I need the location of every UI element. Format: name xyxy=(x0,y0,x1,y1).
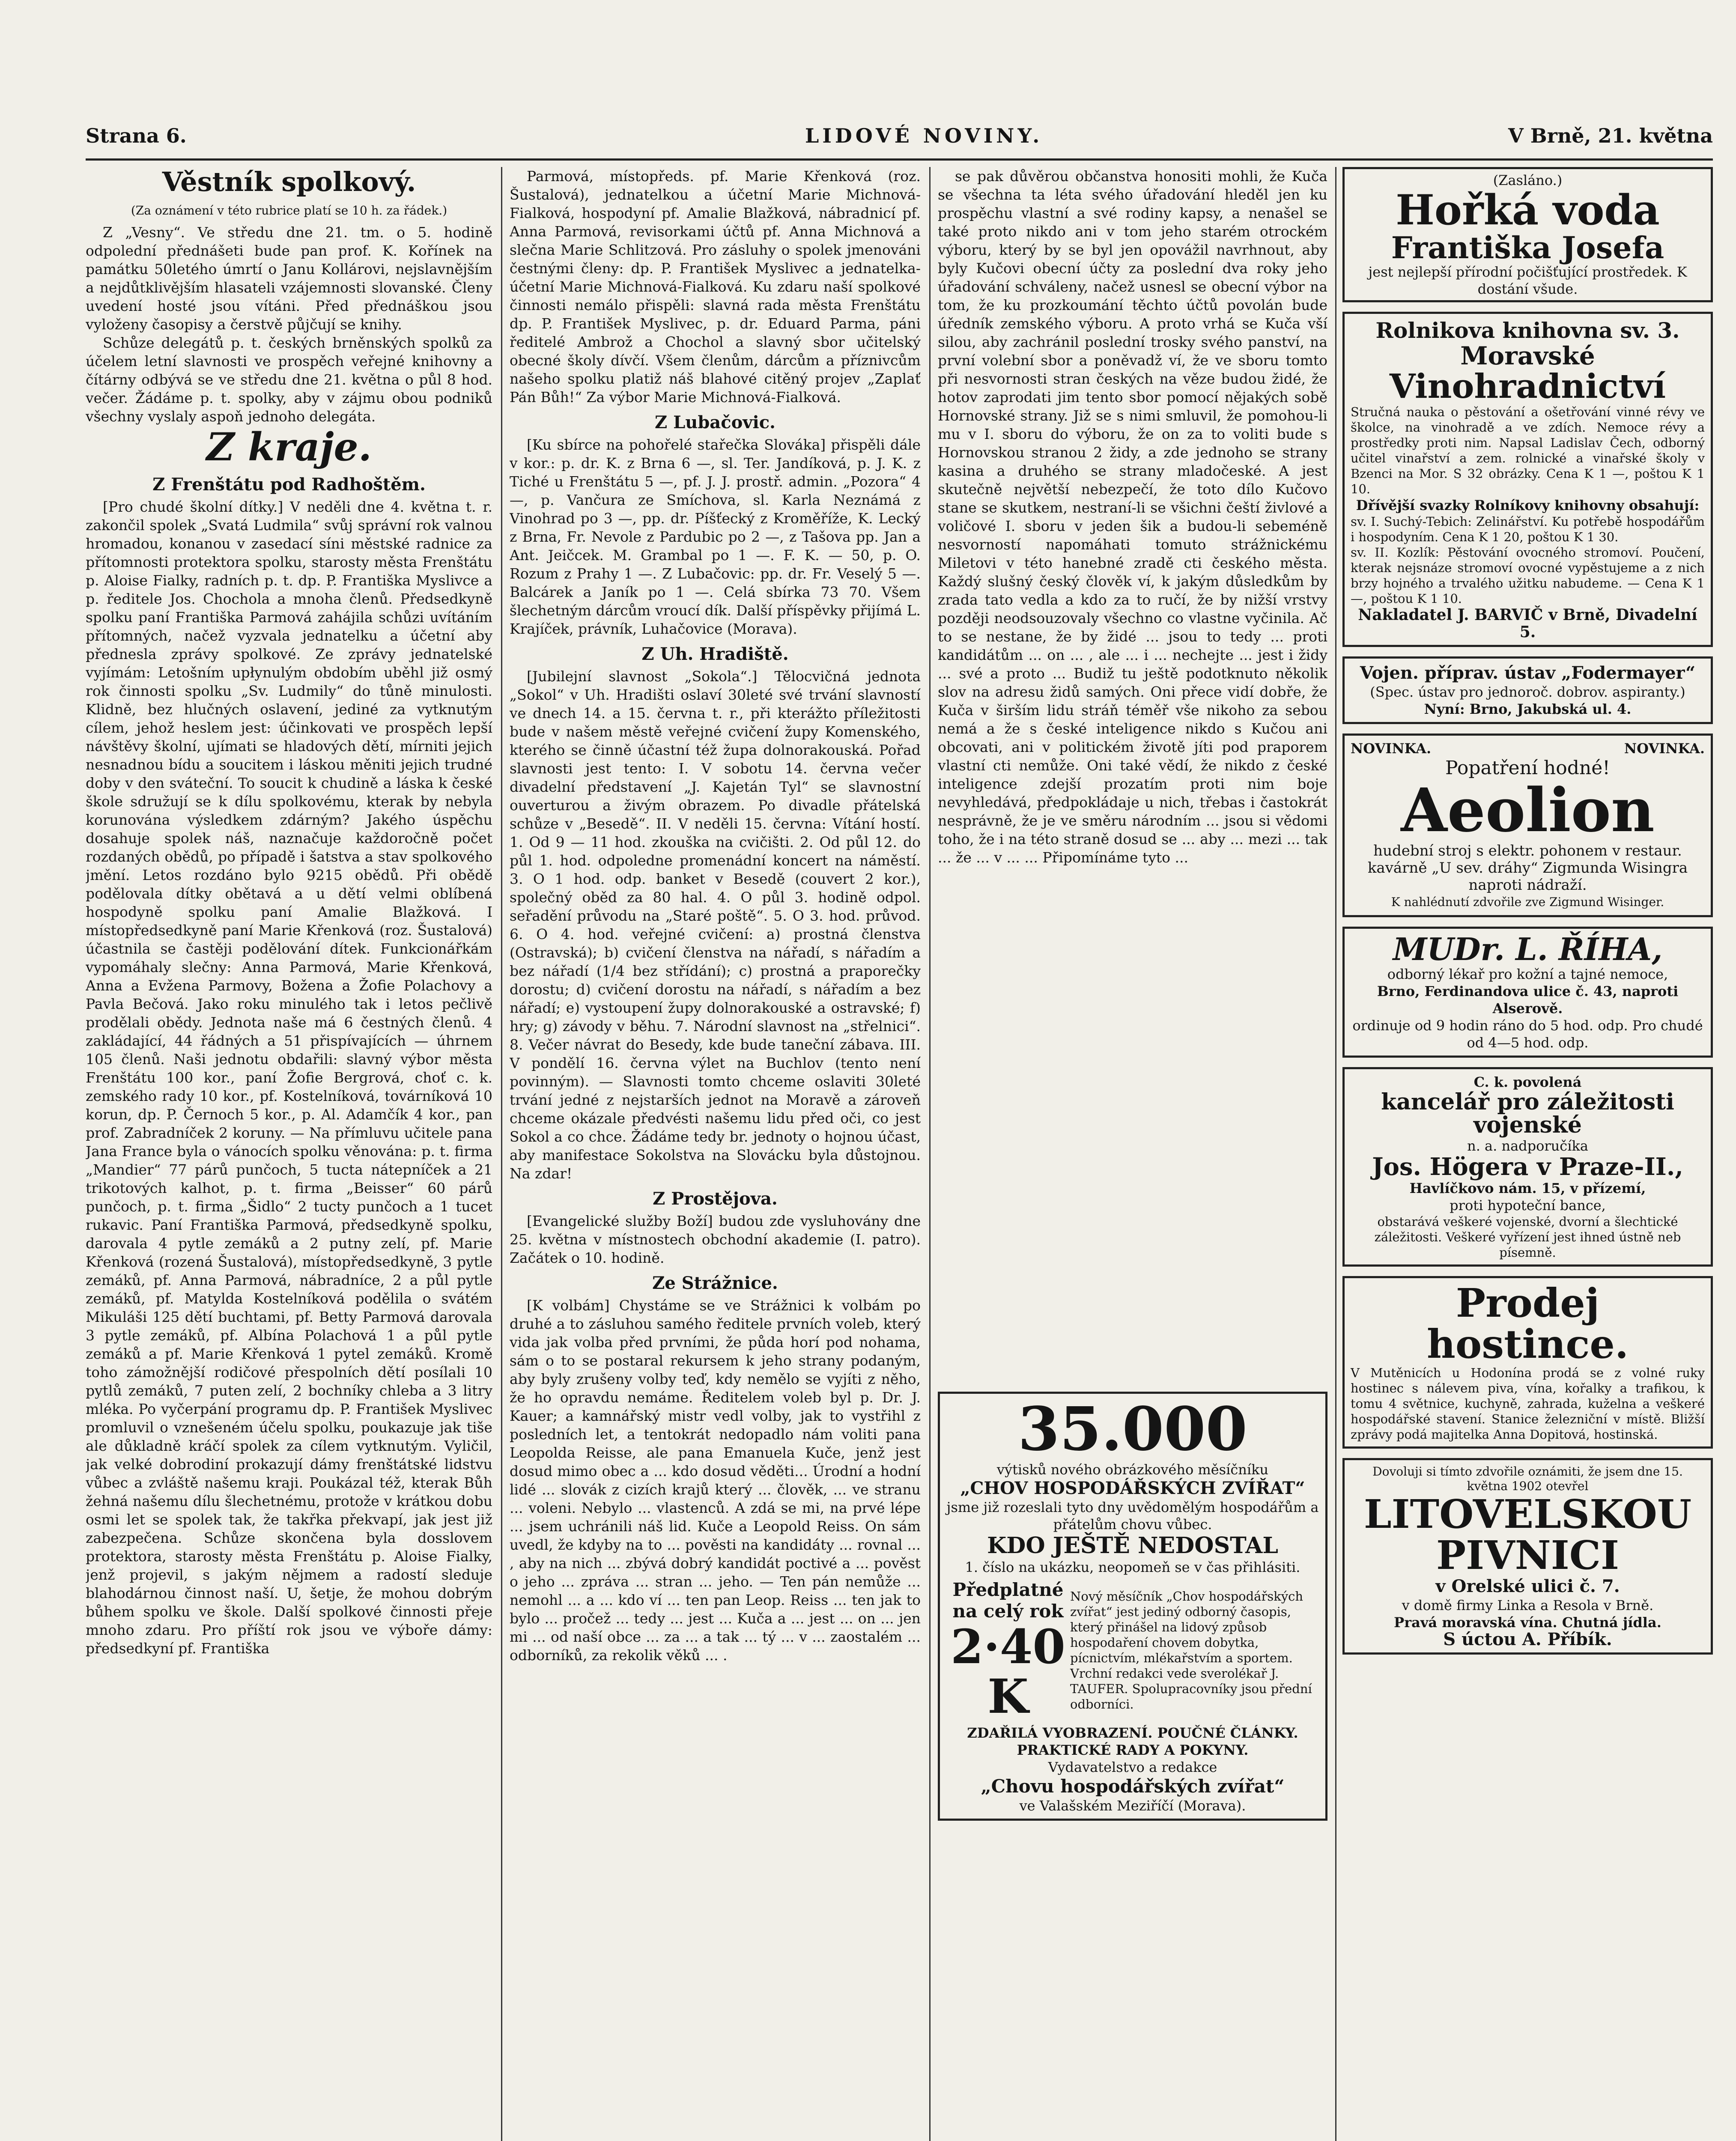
ad-text: ve Valašském Meziříčí (Morava). xyxy=(1019,1798,1246,1814)
ad-heading: PIVNICI xyxy=(1436,1532,1619,1579)
column-divider xyxy=(929,167,931,2141)
ad-text: Vydavatelstvo a redakce xyxy=(1048,1759,1217,1775)
ad-text: v domě firmy Linka a Resola v Brně. xyxy=(1402,1597,1654,1614)
ad-aeolion xyxy=(1342,734,1713,917)
newspaper-page xyxy=(86,124,1713,2141)
ad-text: jest nejlepší přírodní počišťující prostředek. K dostání všude. xyxy=(1368,264,1687,298)
ad-text: Dřívější svazky Rolníkovy knihovny obsahují: xyxy=(1356,497,1700,514)
ad-price: 2·40 K xyxy=(951,1619,1065,1724)
article-paragraph: [Evangelické služby Boží] budou zde vysluhovány dne 25. května v místnostech obchodní akademie (I. patro). Začátek o 10. hodině. xyxy=(510,1213,921,1266)
article-paragraph: Schůze delegátů p. t. českých brněnských spolků za účelem letní slavnosti ve prospěch veřejné knihovny a čítárny odbývá se ve středu dne 21. května o půl 8 hod. večer. Žádáme p. t. spolky, aby v zájmu obou podniků všechny vyslaly aspoň jednoho delegáta. xyxy=(86,334,492,425)
ad-heading: Popatření hodné! xyxy=(1445,757,1610,779)
ad-bitter-water xyxy=(1342,167,1713,302)
ad-heading: „CHOV HOSPODÁŘSKÝCH ZVÍŘAT“ xyxy=(960,1478,1305,1498)
ad-text: (Zasláno.) xyxy=(1493,172,1563,188)
ad-text: ZDAŘILÁ VYOBRAZENÍ. POUČNÉ ČLÁNKY. PRAKTICKÉ RADY A POKYNY. xyxy=(967,1725,1298,1758)
page-header xyxy=(86,124,1713,154)
ad-heading: Rolnikova knihovna sv. 3. xyxy=(1375,318,1680,343)
ad-heading: KDO JEŠTĚ NEDOSTAL xyxy=(987,1533,1278,1559)
article-paragraph: [Jubilejní slavnost „Sokola“.] Tělocvičná jednota „Sokol“ v Uh. Hradišti oslaví 30leté své trvání slavností ve dnech 14. a 15. června t. r., při kterážto příležitosti bude v našem městě veřejné cvičení župy Komenského, kterého se činně účastní též župa dolnorakouská. Pořad slavnosti jest tento: I. V sobotu 14. června večer divadelní představení „J. Kajetán Tyl“ se slavnostní ouverturou a živým obrazem. Po divadle přátelská schůze v „Besedě“. II. V neděli 15. června: Vítání hostí. 1. Od 9 — 11 hod. zkouška na cvičišti. 2. Od půl 12. do půl 1. hod. odpoledne promenádní koncert na náměstí. 3. O 1 hod. odp. banket v Besedě (couvert 2 kor.), společný oběd za 80 hal. 4. O půl 3. hodině odpol. seřadění průvodu na „Staré poště“. 5. O 3. hod. průvod. 6. O 4. hod. veřejné cvičení: a) prostná členstva (Ostravská); b) cvičení členstva na nářadí, s nářadím a bez nářadí (1/4 bez střídání); c) prostná a praporečky dorostu; d) cvičení dorostu na nářadí, s nářadím a bez nářadí; e) vystoupení župy dolnorakouské a ostravské; f) hry; g) závody v běhu. 7. Národní slavnost na „střelnici“. 8. Večer návrat do Besedy, kde bude taneční zábava. III. V pondělí 16. června výlet na Buchlov (tento není povinným). — Slavnosti tomto chceme oslaviti 30leté trvání jedné z nejstarších jednot na Moravě a zároveň chceme okázale předvésti našemu lidu před oči, co jest Sokol a co chce. Žádáme tedy br. jednoty o hojnou účast, aby manifestace Sokolstva na Slovácku byla důstojnou. Na zdar! xyxy=(510,668,921,1182)
ad-text: NOVINKA. xyxy=(1624,740,1705,757)
ad-text: odborný lékař pro kožní a tajné nemoce, xyxy=(1387,966,1668,982)
ad-number: 35.000 xyxy=(1018,1394,1247,1464)
ad-text: Stručná nauka o pěstování a ošetřování vinné révy ve školce, na vinohradě a ve zdích. Nemoce révy a prostředky proti nim. Napsal Ladislav Čech, odborný učitel vinařství a zem. rolnické a vinařské školy v Bzenci na Mor. S 32 obrázky. Cena K 1 —, poštou K 1 10. xyxy=(1351,405,1705,497)
ad-magazine xyxy=(938,1392,1327,1821)
ad-text: jsme již rozeslali tyto dny uvědomělým hospodářům a přátelům chovu vůbec. xyxy=(946,1499,1319,1533)
ad-address: Nyní: Brno, Jakubská ul. 4. xyxy=(1424,701,1632,718)
column-divider xyxy=(1335,167,1336,2141)
ad-text: V Mutěnicích u Hodonína prodá se z volné ruky hostinec s nálevem piva, vína, kořalky a trafikou, k tomu 4 světnice, kuchyně, zahrada, kuželna a veškeré hospodářské stavení. Stanice železniční v místě. Bližší zprávy podá majitelka Anna Dopitová, hostinská. xyxy=(1351,1365,1705,1442)
article-heading: Ze Strážnice. xyxy=(652,1273,778,1293)
ad-text: obstarává veškeré vojenské, dvorní a šlechtické záležitosti. Veškeré vyřízení jest ihned ústně neb písemně. xyxy=(1374,1214,1681,1260)
ad-publisher: Nakladatel J. BARVIČ v Brně, Divadelní 5. xyxy=(1358,606,1697,641)
header-rule xyxy=(86,158,1713,161)
ad-heading: Aeolion xyxy=(1401,775,1655,846)
ad-heading: Hořká voda xyxy=(1396,186,1660,234)
ad-price-label: Předplatné na celý rok xyxy=(952,1579,1064,1622)
article-heading: Z Frenštátu pod Radhoštěm. xyxy=(152,474,426,495)
ad-heading: Vojen. příprav. ústav „Fodermayer“ xyxy=(1360,663,1696,683)
article-paragraph: se pak důvěrou občanstva honositi mohli, že Kuča se všechna ta léta svého úřadování hleděl jen ku prospěchu vlastní a své rodiny kapsy, a nenašel se také proto nikdo ani v tom jeho starém otrockém výboru, který by se byl jen opovážil navrhnout, aby byly Kučovi obecní účty za poslední dva roky jeho úřadování schváleny, načež usnesl se obecní výbor na tom, že ku prozkoumání těchto účtů povolán bude úředník zemského výboru. A proto vrhá se Kuča vší silou, aby zachránil poslední trosky svého panství, na první volební sbor a poněvadž ví, že ve sboru tomto při nesvornosti stran českých na věze budou židé, že hotov zaprodati jim tento sbor pomocí nějakých sobě Hornovské strany. Již se s nimi smluvil, že pomohou-li mu v I. sboru do výboru, že on za to voliti bude s Hornovskou stranou 2 židy, a zde jednoho se strany kasina a druhého se strany mladočeské. A jest skutečně největší nebezpečí, že toto dílo Kučovo stane se skutkem, nestraní-li se všichni čeští živlové a voličové I. sboru v jeden šik a budou-li sebeméně nesvorností napomáhati tomuto strážnickému Miletovi v této hanebné zradě cti českého města. Každý slušný český člověk ví, k jakým důsledkům by zrada tato vedla a kdo za to ručí, že by nižší vrstvy později neodsouzovaly všechno co vlastne vyčinila. Ač to se nestane, že by židé ... jsou to tedy ... proti kandidátům ... on ... , ale ... i ... nechejte ... jest i židy ... své a proto ... Budiž tu ještě podotknuto několik slov na adresu židů samých. Oni přece vidí dobře, že Kuča v širším lidu stráň téměř vše nikoho za sebou nemá a že s české inteligence nikdo s Kučou ani obcovati, ani v politickém životě jíti pod praporem vlastní cti nemůže. Oni také vědí, že nikdo z české inteligence zdejší prozatím proti nim boje nevyhledává, předpokládaje u nich, třebas i častokrát nesprávně, že je ve směru národním ... jsou si vědomi toho, že i na této straně dosud se ... aby ... mezi ... tak ... že ... v ... ... Připomínáme tyto ... xyxy=(938,168,1327,866)
ad-text: Nový měsíčník „Chov hospodářských zvířat“ jest jediný odborný časopis, který přinášel na lidový způsob hospodaření chovem dobytka, pícnictvím, mlékařstvím a sportem. Vrchní redakci vede sverolékař J. TAUFER. Spolupracovníky jsou přední odborníci. xyxy=(1070,1589,1312,1712)
article-paragraph: [Ku sbírce na pohořelé stařečka Slováka] přispěli dále v kor.: p. dr. K. z Brna 6 —, sl. Ter. Jandíková, p. J. K. z Tiché u Frenštátu 5 —, pf. J. J. prostř. admin. „Pozora“ 4 —, p. Vančura ze Smíchova, sl. Karla Neznámá z Vinohrad po 3 —, pp. dr. Píšťecký z Kroměříže, K. Lecký z Brna, Fr. Nevole z Pardubic po 2 —, z Tašova pp. Jan a Ant. Jeičcek. M. Grambal po 1 —. F. K. — 50, p. O. Rozum z Prahy 1 —. Z Lubačovic: pp. dr. Fr. Veselý 5 —. Balcárek a Janík po 1 —. Celá sbírka 73 70. Všem šlechetným dárcům vroucí dík. Další příspěvky přijímá L. Krajíček, právník, Luhačovice (Morava). xyxy=(510,436,921,637)
section-note: (Za oznámení v této rubrice platí se 10 h. za řádek.) xyxy=(131,203,447,218)
ad-text: Pravá moravská vína. Chutná jídla. xyxy=(1394,1614,1661,1631)
ad-heading: kancelář pro záležitosti vojenské xyxy=(1381,1088,1674,1139)
section-title: Věstník spolkový. xyxy=(162,167,416,197)
ad-heading: Vinohradnictví xyxy=(1389,367,1666,406)
ad-heading: LITOVELSKOU xyxy=(1363,1491,1692,1537)
column-4-ads xyxy=(1342,167,1713,2141)
ad-military-office xyxy=(1342,1067,1713,1267)
section-title-kraje: Z kraje. xyxy=(206,424,372,470)
ad-text: výtisků nového obrázkového měsíčníku xyxy=(996,1461,1269,1478)
ad-heading: Moravské xyxy=(1460,341,1595,371)
article-paragraph: [K volbám] Chystáme se ve Strážnici k volbám po druhé a to zásluhou samého ředitele prvních voleb, který vida jak volba před prvními, že půda horí pod nohama, sám o to se postaral rekursem k jeho strany podaným, aby byly zrušeny volby teď, kdy nemělo se vyjíti z něho, že ho opravdu nemáme. Ředitelem voleb byl p. Dr. J. Kauer; a kamnářský mistr vedl volby, jak to vystřihl z posledních let, a tentokrát nedopadlo nám voliti pana Leopolda Reisse, ale pana Emanuela Kuče, jenž jest dosud mimo obec a ... kdo dosud věděti... Úrodní a hodní lidé ... slovák z cizích krajů který ... člověk, ... ve stranu ... voleni. Nebylo ... vlastenců. A zdá se mi, na prvé lépe ... jsem uchránili náš lid. Kuče a Leopold Reiss. On sám uvedl, že kdyby na to ... pověsti na kandidáty ... rovnal ... , aby na nich ... zbývá dobrý kandidát poctivé a ... pověst o jeho ... zpráva ... stran ... jeho. — Ten pán nemůže ... nemohl ... a ... kdo ví ... ten pan Leop. Reiss ... ten jak to bylo ... pročež ... tedy ... jest ... Kuča a ... jest ... on ... jen mi ... od naší obce ... za ... a tak ... tý ... v ... zaostalém ... odborníků, za rekolik věků ... . xyxy=(510,1297,921,1664)
ad-inn-sale xyxy=(1342,1276,1713,1449)
ad-text: NOVINKA. xyxy=(1351,740,1432,757)
ad-text: sv. I. Suchý-Tebich: Zelinářství. Ku potřebě hospodářům i hospodyním. Cena K 1 20, poštou K 1 30. xyxy=(1351,514,1705,545)
issue-date: V Brně, 21. května xyxy=(1508,124,1713,147)
ad-text: C. k. povolená xyxy=(1474,1073,1582,1090)
ad-heading: Prodej hostince. xyxy=(1427,1279,1629,1368)
column-divider xyxy=(501,167,502,2141)
ad-text: ordinuje od 9 hodin ráno do 5 hod. odp. Pro chudé od 4—5 hod. odp. xyxy=(1352,1017,1703,1051)
column-2 xyxy=(510,167,921,2141)
ad-heading: MUDr. L. ŘÍHA, xyxy=(1393,931,1663,968)
ad-text: Dovoluji si tímto zdvořile oznámiti, že jsem dne 15. května 1902 otevřel xyxy=(1372,1464,1683,1493)
article-paragraph: [Pro chudé školní dítky.] V neděli dne 4. května t. r. zakončil spolek „Svatá Ludmila“ svůj správní rok valnou hromadou, konanou v zasedací síni městské radnice za přítomnosti protektora spolku, starosty města Frenštátu p. Aloise Fialky, radních p. t. dp. P. Františka Myslivce a p. ředitele Jos. Chochola a mnoha členů. Předsedkyně spolku paní Františka Parmová zahájila schůzi uvítáním přítomných, načež vyzvala jednatelku a účetní aby přednesla zprávy spolkové. Ze zprávy jednatelské vyjímám: Letošním upłynulým obdobím uběhl již osmý rok činnosti spolku „Sv. Ludmily“ do tůně minulosti. Klidně, bez hlučných oslavení, jediné za vytknutým cílem, jehož heslem jest: účinkovati ve prospěch lepší návštěvy školní, ujímati se hladových dětí, mírniti jejich nesnadnou bídu a soucitem i láskou měniti jejich trudné doby v den sváteční. To soucit k chudině a láska k české škole sdružují se k dílu spolkovému, kterak by nebyla korunována výsledkem zdárným? Jakého úspěchu dosahuje spolek náš, naznačuje každoročně počet rozdaných obědů, po případě i šatstva a stav spolkového jmění. Letos rozdáno bylo 9215 obědů. Při obědě podělovala dítky obětavá a u dětí velmi oblíbená hospodyně spolku paní Amalie Blažková. I místopředsedkyně paní Marie Křenková (roz. Šustalová) účastnila se častěji podělování dítek. Funkcionářkám vypomáhaly slečny: Anna Parmová, Marie Křenková, Anna a Evžena Parmovy, Božena a Žofie Polachovy a Pavla Bečová. Jako roku minulého tak i letos pečlivě prodělali obědy. Jednota naše má 6 čestných členů. 4 zakládající, 44 řádných a 51 přispívajících — úhrnem 105 členů. Naši jednotu obdařili: slavný výbor města Frenštátu 100 kor., paní Žofie Bergrová, choť c. k. zemského rady 10 kor., pf. Kostelníková, továrníková 10 korun, dp. P. Černoch 5 kor., p. Al. Adamčík 4 kor., pan prof. Zabradníček 2 koruny. — Na přímluvu učitele pana Jana France byla o vánocích spolku věnována: p. t. firma „Mandier“ 77 párů punčoch, 5 tucta nátepníček a 21 trikotových kalhot, p. t. firma „Beisser“ 60 párů punčoch, p. t. firma „Šidlo“ 2 tucty punčoch a 1 tucet rukavic. Paní Františka Parmová, předsedkyně spolku, darovala 4 pytle zemáků a 2 putny zelí, pf. Marie Křenková (rozená Šustalová), místopředsedkyně, 3 pytle zemáků, pf. Anna Parmová, nábradníce, 2 a půl pytle zemáků, pf. Matylda Kostelníková podělila o svátém Mikuláši 125 dětí buchtami, pf. Betty Parmová darovala 3 pytle zemáků, pf. Albína Polachová 1 a půl pytle zemáků a pf. Marie Křenková 1 pytel zemáků. Kromě toho zámožnější rodičové přespolních dětí posílali 10 pytlů zemáků, 7 puten zelí, 2 bochníky chleba a 3 litry mléka. Po vyčerpání programu dp. P. František Myslivec promluvil o vznešeném účelu spolku, poukazuje jak tiše ale důkladně kráčí spolek za cílem vytknutým. Vyličil, jak velké dobrodiní prokazují dámy frenštátské lidstvu vůbec a zvláště našemu kraji. Poukázal též, kterak Bůh žehná našemu dílu šlechetnému, protože v krátkou dobu osmi let se spolek tak, že takřka překvapí, jak jest již zabezpečena. Schůze skončena byla dosslovem protektora, starosty města Frenštátu p. Aloise Fialky, jenž projevil, s jakým nějmem a radostí sleduje blahodárnou činnost naší. U, šetje, že mohou dobrým bůhem spolku ve škole. Další spolkové činnosti přeje mnoho zdaru. Pro příští rok jsou ve výboře dámy: předsedkyní pf. Františka xyxy=(86,498,492,1657)
column-1 xyxy=(86,167,492,2141)
ad-text: hudební stroj s elektr. pohonem v restaur. kavárně „U sev. dráhy“ Zigmunda Wisingra naproti nádraží. xyxy=(1367,842,1688,894)
ad-address: Brno, Ferdinandova ulice č. 43, naproti Alserově. xyxy=(1377,983,1679,1017)
ad-heading: Františka Josefa xyxy=(1391,230,1664,265)
ad-heading: Jos. Högera v Praze-II., xyxy=(1372,1152,1683,1181)
ad-heading: „Chovu hospodářských zvířat“ xyxy=(981,1776,1285,1797)
ad-address: Havlíčkovo nám. 15, v přízemí, xyxy=(1409,1180,1646,1196)
ad-text: proti hypoteční bance, xyxy=(1450,1197,1606,1214)
article-paragraph: Parmová, místopředs. pf. Marie Křenková (roz. Šustalová), jednatelkou a účetní Marie Michnová-Fialková, hospodyní pf. Amalie Blažková, nábradnicí pf. Anna Parmová, revisorkami účtů pf. Anna Michnová a slečna Marie Schlitzová. Pro zásluhy o spolek jmenováni čestnými členy: dp. P. František Myslivec a jednatelka-účetní Marie Michnová-Fialková. Ku zdaru naší spolkové činnosti nemálo přispěli: slavná rada města Frenštátu dp. P. František Myslivec, p. dr. Eduard Parma, páni ředitelé Ambrož a Chochol a slavný sbor učitelský obecné školy dívčí. Všem členům, dárcům a příznivcům našeho spolku platiž náš blahové citěný projev „Zaplať Pán Bůh!“ Za výbor Marie Michnová-Fialková. xyxy=(510,168,921,406)
ad-military-school xyxy=(1342,656,1713,724)
ad-text: n. a. nadporučíka xyxy=(1467,1137,1588,1154)
ad-signature: S úctou A. Příbík. xyxy=(1443,1629,1612,1650)
column-3 xyxy=(938,167,1327,1387)
article-heading: Z Lubačovic. xyxy=(655,412,776,432)
ad-text: K nahlédnutí zdvořile zve Zigmund Wisinger. xyxy=(1391,895,1664,909)
masthead-title: LIDOVÉ NOVINY. xyxy=(805,124,1043,147)
ad-library xyxy=(1342,312,1713,647)
ad-text: sv. II. Kozlík: Pěstování ovocného stromoví. Poučení, kterak nejsnáze stromoví ovocné vypěstujeme a z nich brzy hojného a trvalého užitku nabudeme. — Cena K 1 —, poštou K 1 10. xyxy=(1351,545,1705,606)
article-heading: Z Uh. Hradiště. xyxy=(641,644,789,664)
article-heading: Z Prostějova. xyxy=(653,1189,778,1209)
article-paragraph: Z „Vesny“. Ve středu dne 21. tm. o 5. hodině odpolední přednášeti bude pan prof. K. Kořínek na památku 50letého úmrtí o Janu Kollárovi, nejslavnějším a nejdůtklivějším hlasateli vzájemnosti slovanské. Členy uvedení hosté jsou vítáni. Před přednáškou jsou vyloženy časopisy a čerstvě půjčují se knihy. xyxy=(86,224,492,333)
page-number: Strana 6. xyxy=(86,124,187,147)
ad-text: (Spec. ústav pro jednoroč. dobrov. aspiranty.) xyxy=(1370,684,1685,701)
ad-text: 1. číslo na ukázku, neopomeň se v čas přihlásiti. xyxy=(965,1559,1301,1575)
ad-pub xyxy=(1342,1458,1713,1655)
ad-doctor xyxy=(1342,927,1713,1058)
column-3-ads xyxy=(938,1392,1327,2141)
ad-address: v Orelské ulici č. 7. xyxy=(1435,1576,1620,1597)
